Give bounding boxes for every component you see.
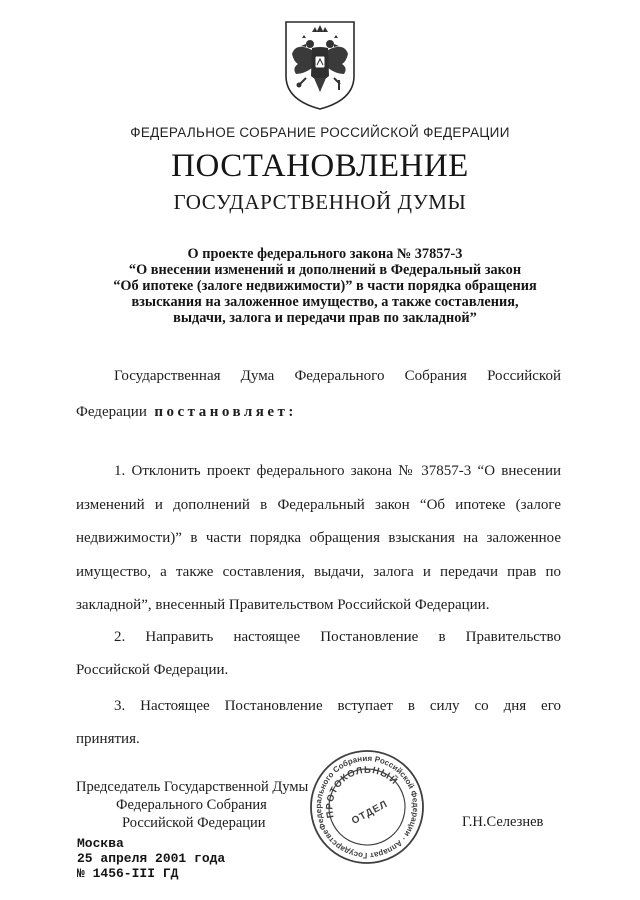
coat-of-arms-icon <box>282 18 358 112</box>
signatory-title: Федерального Собрания <box>116 797 267 813</box>
subject-line: “О внесении изменений и дополнений в Федеральный закон <box>128 262 522 278</box>
item-line: 1. Отклонить проект федерального закона № 37857-3 “О внесении <box>114 463 561 479</box>
item-line: Российской Федерации. <box>76 662 229 678</box>
subject-line: “Об ипотеке (залоге недвижимости)” в части порядка обращения <box>113 278 537 294</box>
city: Москва <box>77 836 124 851</box>
document-type-title: ПОСТАНОВЛЕНИЕ <box>171 148 469 184</box>
item-line: принятия. <box>76 731 140 747</box>
item-line: недвижимости)” в части порядка обращения взыскания на заложенное <box>76 530 561 546</box>
stamp-outer-text: Федерального Собрания Российской Федерации · Аппарат Государственной <box>313 753 421 861</box>
preamble-line: Государственная Дума Федерального Собрания Российской <box>114 368 561 384</box>
preamble-paragraph <box>76 358 561 430</box>
round-seal-stamp <box>308 748 426 866</box>
subject-line: О проекте федерального закона № 37857-3 <box>187 246 463 262</box>
item-line: 3. Настоящее Постановление вступает в силу со дня его <box>114 698 561 714</box>
signatory-name: Г.Н.Селезнев <box>462 814 544 830</box>
document-subject <box>100 246 550 326</box>
signatory-title: Российской Федерации <box>122 815 266 831</box>
item-line: имущество, а также составления, выдачи, залога и передачи прав по <box>76 563 561 580</box>
preamble-line <box>76 394 561 430</box>
document-footer <box>77 836 225 881</box>
resolution-verb: постановляет: <box>154 404 297 420</box>
resolution-item-3 <box>76 690 561 756</box>
organization-heading: ФЕДЕРАЛЬНОЕ СОБРАНИЕ РОССИЙСКОЙ ФЕДЕРАЦИИ <box>130 125 510 140</box>
resolution-item-2 <box>76 621 561 687</box>
subject-line: взыскания на заложенное имущество, а также составления, <box>131 294 519 310</box>
preamble-prefix: Федерации <box>76 404 147 420</box>
stamp-inner-text: ПРОТОКОЛЬНЫЙ <box>324 764 400 819</box>
subject-line: выдачи, залога и передачи прав по закладной” <box>173 310 477 326</box>
signatory-title: Председатель Государственной Думы <box>76 779 309 795</box>
signature-block <box>76 778 308 832</box>
item-line: изменений и дополнений в Федеральный закон “Об ипотеке (залоге <box>76 496 561 513</box>
document-date: 25 апреля 2001 года <box>77 851 226 866</box>
document-number: № 1456-III ГД <box>77 866 179 881</box>
resolution-item-1 <box>76 455 561 623</box>
stamp-center-text: ОТДЕЛ <box>350 798 391 827</box>
item-line: 2. Направить настоящее Постановление в Правительство <box>114 629 561 645</box>
item-line: закладной”, внесенный Правительством Российской Федерации. <box>76 597 490 613</box>
issuer-heading: ГОСУДАРСТВЕННОЙ ДУМЫ <box>173 190 467 214</box>
